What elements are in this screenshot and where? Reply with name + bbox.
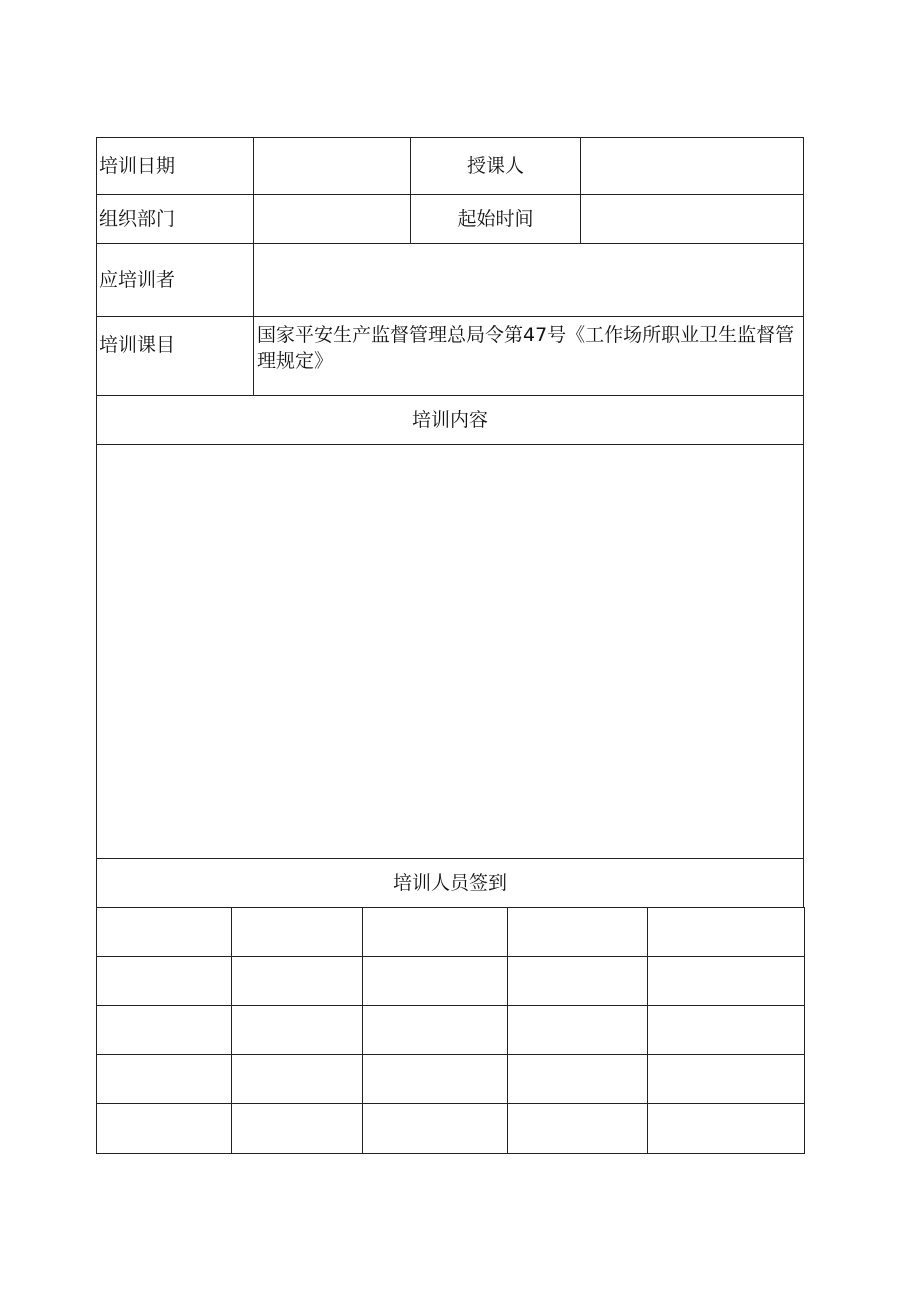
- signin-cell[interactable]: [647, 907, 805, 957]
- training-record-form: [96, 137, 804, 1153]
- lecturer-label-cell: [410, 137, 581, 195]
- start-time-label-cell: [410, 194, 581, 244]
- signin-cell[interactable]: [231, 907, 363, 957]
- signin-cell[interactable]: [96, 1054, 232, 1104]
- signin-cell[interactable]: [231, 1005, 363, 1055]
- signin-cell[interactable]: [647, 1103, 805, 1154]
- signin-header: [96, 858, 804, 908]
- signin-cell[interactable]: [647, 956, 805, 1006]
- content-body-field[interactable]: [96, 444, 804, 859]
- signin-cell[interactable]: [96, 956, 232, 1006]
- signin-cell[interactable]: [96, 1103, 232, 1154]
- signin-cell[interactable]: [362, 1005, 508, 1055]
- lecturer-label: 授课人: [466, 155, 524, 177]
- trainees-label-cell: [96, 243, 254, 317]
- signin-cell[interactable]: [231, 1054, 363, 1104]
- organizing-dept-field[interactable]: [253, 194, 411, 244]
- training-date-label-cell: [96, 137, 254, 195]
- signin-cell[interactable]: [507, 1005, 648, 1055]
- signin-cell[interactable]: [647, 1005, 805, 1055]
- signin-cell[interactable]: [362, 956, 508, 1006]
- content-header-label: 培训内容: [411, 409, 488, 431]
- signin-cell[interactable]: [231, 956, 363, 1006]
- signin-header-label: 培训人员签到: [392, 872, 507, 894]
- signin-cell[interactable]: [507, 1103, 648, 1154]
- start-time-label: 起始时间: [457, 208, 534, 230]
- organizing-dept-label-cell: [96, 194, 254, 244]
- signin-cell[interactable]: [362, 1103, 508, 1154]
- course-field[interactable]: [253, 316, 804, 396]
- signin-cell[interactable]: [647, 1054, 805, 1104]
- signin-cell[interactable]: [362, 907, 508, 957]
- training-date-field[interactable]: [253, 137, 411, 195]
- signin-cell[interactable]: [362, 1054, 508, 1104]
- trainees-field[interactable]: [253, 243, 804, 317]
- organizing-dept-label: 组织部门: [99, 208, 176, 230]
- lecturer-field[interactable]: [580, 137, 804, 195]
- signin-cell[interactable]: [231, 1103, 363, 1154]
- course-value: 国家平安生产监督管理总局令第47号《工作场所职业卫生监督管理规定》: [257, 324, 795, 372]
- course-label-cell: [96, 316, 254, 396]
- trainees-label: 应培训者: [99, 269, 176, 291]
- course-label: 培训课目: [99, 334, 176, 356]
- signin-cell[interactable]: [507, 956, 648, 1006]
- signin-cell[interactable]: [96, 907, 232, 957]
- signin-cell[interactable]: [507, 1054, 648, 1104]
- signin-cell[interactable]: [96, 1005, 232, 1055]
- training-date-label: 培训日期: [99, 155, 176, 177]
- signin-cell[interactable]: [507, 907, 648, 957]
- start-time-field[interactable]: [580, 194, 804, 244]
- content-header: [96, 395, 804, 445]
